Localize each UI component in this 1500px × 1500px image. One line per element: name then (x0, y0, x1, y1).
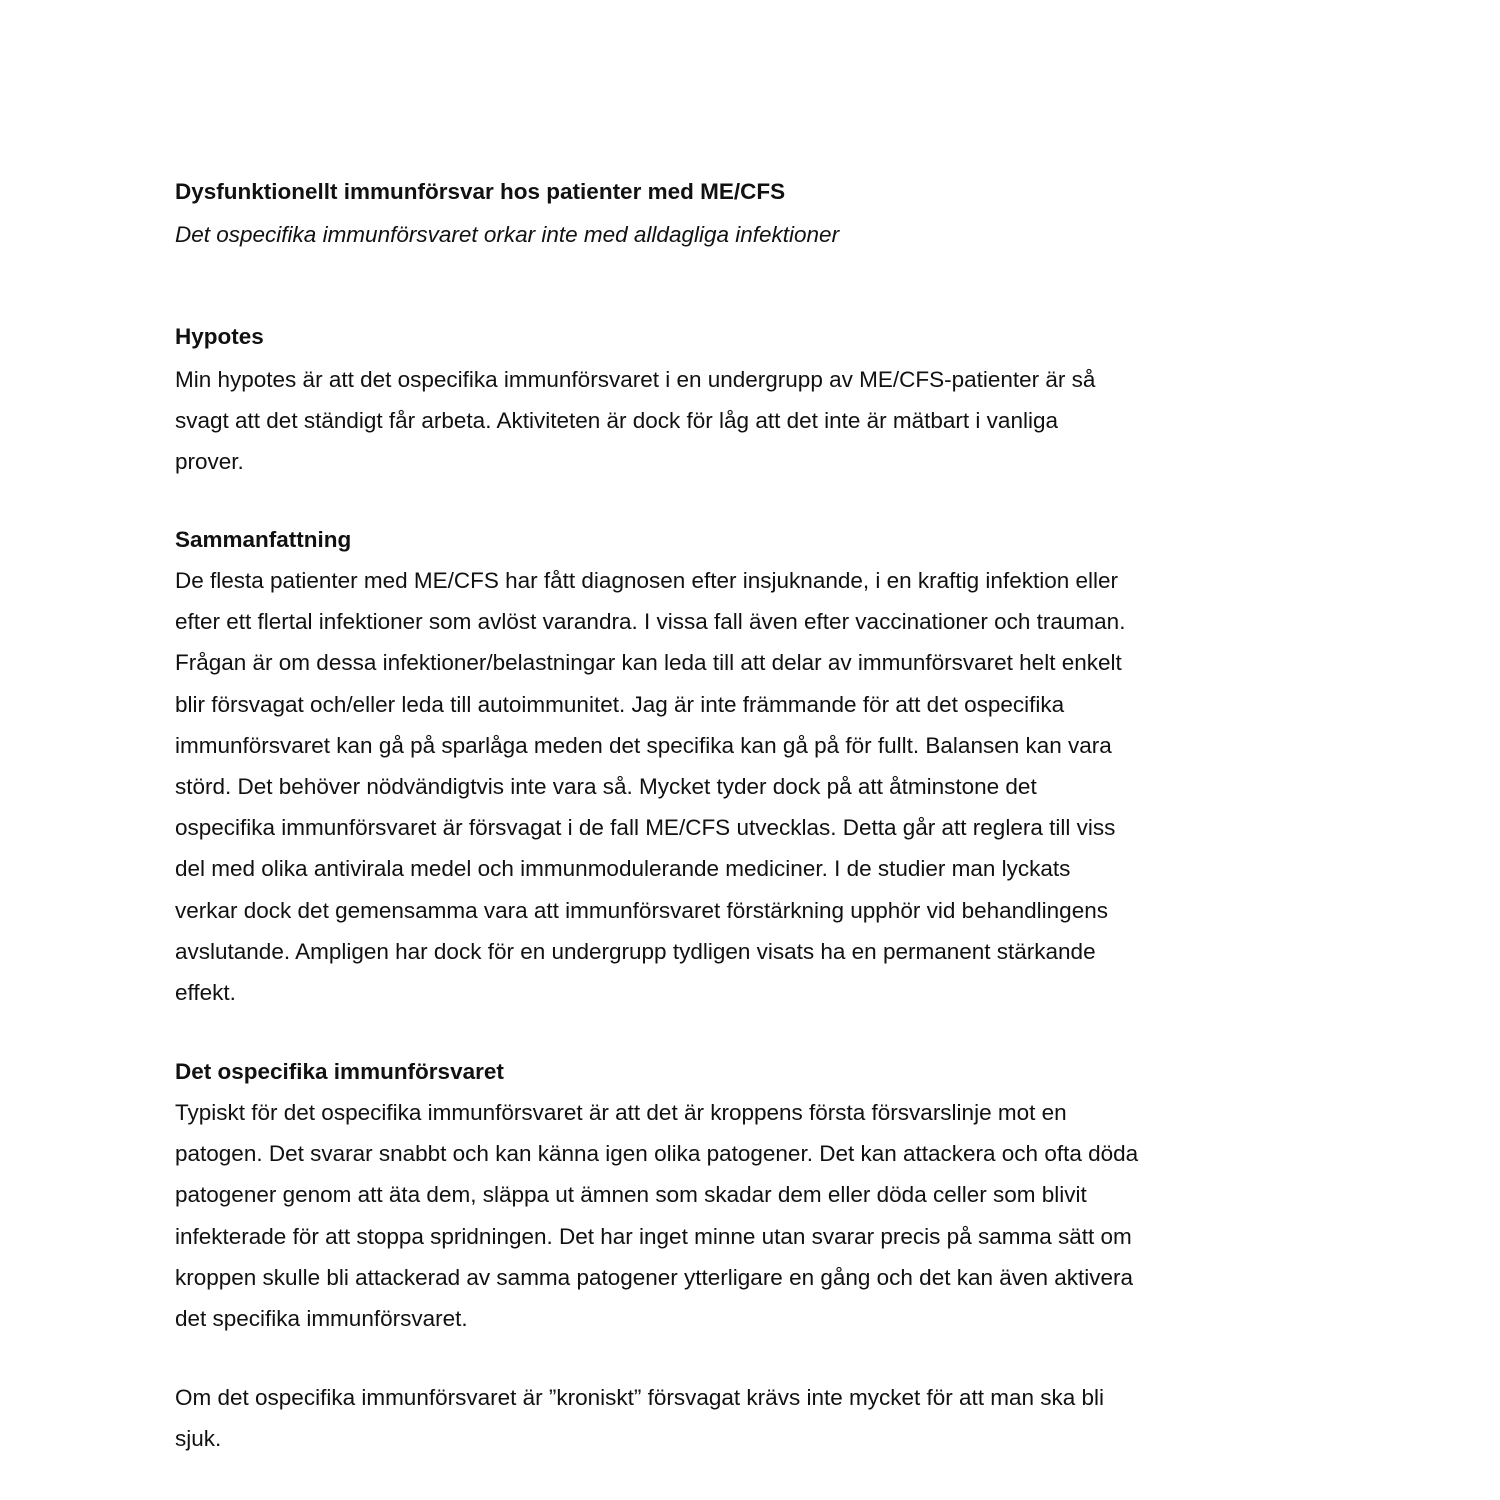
paragraph-line: patogen. Det svarar snabbt och kan känna igen olika patogener. Det kan attackera och ofta döda (175, 1141, 1139, 1167)
paragraph-line: patogener genom att äta dem, släppa ut ämnen som skadar dem eller döda celler som blivit (175, 1182, 1087, 1208)
paragraph-line: Typiskt för det ospecifika immunförsvaret är att det är kroppens första försvarslinje mot en (175, 1100, 1067, 1125)
paragraph-line: Om det ospecifika immunförsvaret är ”kroniskt” försvagat krävs inte mycket för att man ska bli (175, 1385, 1105, 1410)
paragraph-line: svagt att det ständigt får arbeta. Aktiviteten är dock för låg att det inte är mätbart i vanliga (175, 408, 1058, 434)
section-heading: Hypotes (175, 324, 264, 349)
paragraph-line: kroppen skulle bli attackerad av samma patogener ytterligare en gång och det kan även aktivera (175, 1264, 1134, 1290)
paragraph-line: ospecifika immunförsvaret är försvagat i de fall ME/CFS utvecklas. Detta går att reglera till viss (175, 815, 1116, 841)
paragraph-line: immunförsvaret kan gå på sparlåga meden det specifika kan gå på för fullt. Balansen kan vara (175, 732, 1112, 758)
paragraph-line: sjuk. (175, 1426, 222, 1452)
document-subtitle: Det ospecifika immunförsvaret orkar inte med alldagliga infektioner (175, 222, 840, 247)
paragraph-line: prover. (175, 449, 244, 475)
paragraph-line: infekterade för att stoppa spridningen. Det har inget minne utan svarar precis på samma sätt om (175, 1223, 1132, 1249)
paragraph-line: efter ett flertal infektioner som avlöst varandra. I vissa fall även efter vaccinationer och trauman. (175, 609, 1126, 635)
section-heading: Sammanfattning (175, 527, 352, 552)
paragraph-line: verkar dock det gemensamma vara att immunförsvaret förstärkning upphör vid behandlingens (175, 897, 1108, 923)
paragraph-line: avslutande. Ampligen har dock för en undergrupp tydligen visats ha en permanent stärkande (175, 938, 1096, 964)
paragraph-line: Frågan är om dessa infektioner/belastningar kan leda till att delar av immunförsvaret helt enkelt (175, 650, 1122, 676)
paragraph-line: det specifika immunförsvaret. (175, 1306, 468, 1331)
section-heading: Det ospecifika immunförsvaret (175, 1059, 504, 1084)
document-title: Dysfunktionellt immunförsvar hos patienter med ME/CFS (175, 179, 786, 204)
paragraph-line: blir försvagat och/eller leda till autoimmunitet. Jag är inte främmande för att det ospecifika (175, 691, 1065, 717)
paragraph-line: del med olika antivirala medel och immunmodulerande mediciner. I de studier man lyckats (175, 856, 1071, 882)
paragraph-line: De flesta patienter med ME/CFS har fått diagnosen efter insjuknande, i en kraftig infektion eller (175, 568, 1119, 593)
paragraph-line: effekt. (175, 980, 236, 1005)
paragraph-line: Min hypotes är att det ospecifika immunförsvaret i en undergrupp av ME/CFS-patienter är så (175, 367, 1096, 392)
paragraph-line: störd. Det behöver nödvändigtvis inte vara så. Mycket tyder dock på att åtminstone det (175, 774, 1037, 799)
